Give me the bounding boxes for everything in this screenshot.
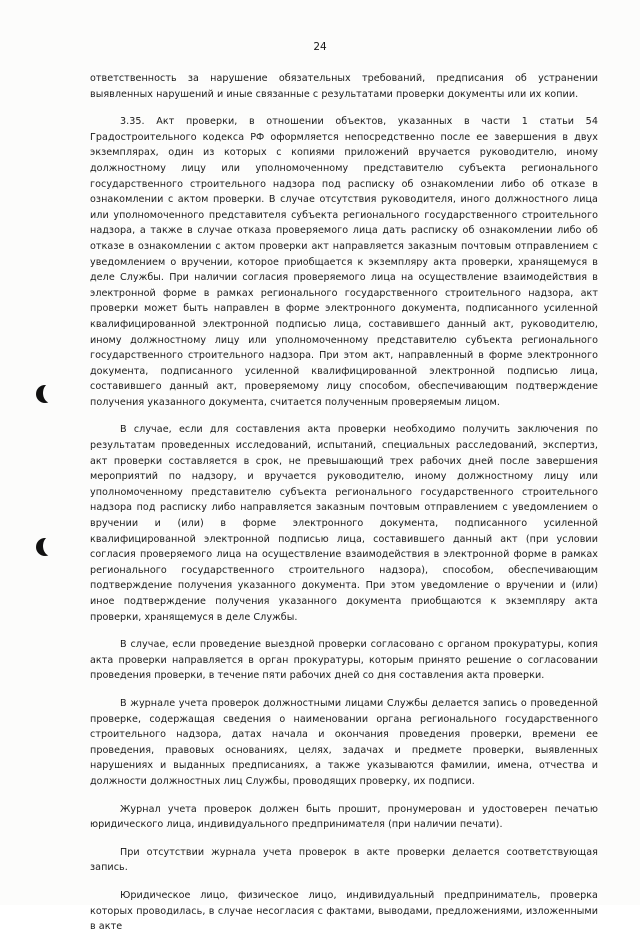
document-body (90, 71, 598, 935)
punch-hole-mark (36, 538, 54, 556)
paragraph-continuation: ответственность за нарушение обязательных требований, предписания об устранении выявленных нарушений и иные связанные с результатами проверки документы или их копии. (90, 73, 598, 100)
paragraph-disagreement: Юридическое лицо, физическое лицо, индивидуальный предприниматель, проверка которых проводилась, в случае несогласия с фактами, выводами, предложениями, изложенными в акте (90, 889, 598, 933)
paragraph-prosecutor-copy: В случае, если проведение выездной проверки согласовано с органом прокуратуры, копия акта проверки направляется в орган прокуратуры, которым принято решение о согласовании проведения проверки, в течение пяти рабочих дней со дня составления акта проверки. (90, 639, 598, 682)
paragraph-log-binding: Журнал учета проверок должен быть прошит, пронумерован и удостоверен печатью юридического лица, индивидуального предпринимателя (при наличии печати). (90, 803, 598, 831)
paragraph-no-log: При отсутствии журнала учета проверок в акте проверки делается соответствующая запись. (90, 846, 598, 874)
paragraph-expertise-conclusions: В случае, если для составления акта проверки необходимо получить заключения по результатам проведенных исследований, испытаний, специальных расследований, экспертиз, акт проверки составляется в срок, не превышающий трех рабочих дней после завершения мероприятий по надзору, и вручается руководителю, иному должностному лицу или уполномоченному представителю субъекта регионального государственного строительного надзора под расписку либо направляется заказным почтовым отправлением с уведомлением о вручении и (или) в форме электронного документа, подписанного усиленной квалифицированной электронной подписью лица, составившего данный акт (при условии согласия проверяемого лица на осуществление взаимодействия в электронной форме в рамках регионального государственного строительного надзора), способом, обеспечивающим подтверждение получения указанного документа. При этом уведомление о вручении и (или) иное подтверждение получения указанного документа приобщаются к экземпляру акта проверки, хранящемуся в деле Службы. (90, 424, 598, 623)
page-number: 24 (313, 41, 327, 53)
punch-hole-mark (36, 385, 54, 403)
paragraph-inspection-log-entry: В журнале учета проверок должностными лицами Службы делается запись о проведенной проверке, содержащая сведения о наименовании органа регионального государственного строительного надзора, датах начала и окончания проведения проверки, времени ее проведения, правовых основаниях, целях, задачах и предмете проверки, выявленных нарушениях и выданных предписаниях, а также указываются фамилии, имена, отчества и должности должностных лиц Службы, проводящих проверку, их подписи. (90, 697, 598, 787)
paragraph-section-3-35: 3.35. Акт проверки, в отношении объектов, указанных в части 1 статьи 54 Градостроительного кодекса РФ оформляется непосредственно после ее завершения в двух экземплярах, один из которых с копиями приложений вручается руководителю, иному должностному лицу или уполномоченному представителю субъекта регионального государственного строительного надзора под расписку об ознакомлении либо об отказе в ознакомлении с актом проверки. В случае отсутствия руководителя, иного должностного лица или уполномоченного представителя субъекта регионального государственного строительного надзора, а также в случае отказа проверяемого лица дать расписку об ознакомлении либо об отказе в ознакомлении с актом проверки акт направляется заказным почтовым отправлением с уведомлением о вручении, которое приобщается к экземпляру акта проверки, хранящемуся в деле Службы. При наличии согласия проверяемого лица на осуществление взаимодействия в электронной форме в рамках регионального государственного строительного надзора, акт проверки может быть направлен в форме электронного документа, подписанного усиленной квалифицированной электронной подписью лица, составившего данный акт, руководителю, иному должностному лицу или уполномоченному представителю субъекта регионального государственного строительного надзора. При этом акт, направленный в форме электронного документа, подписанного усиленной квалифицированной электронной подписью лица, составившего данный акт, проверяемому лицу способом, обеспечивающим подтверждение получения указанного документа, считается полученным проверяемым лицом. (90, 116, 598, 408)
